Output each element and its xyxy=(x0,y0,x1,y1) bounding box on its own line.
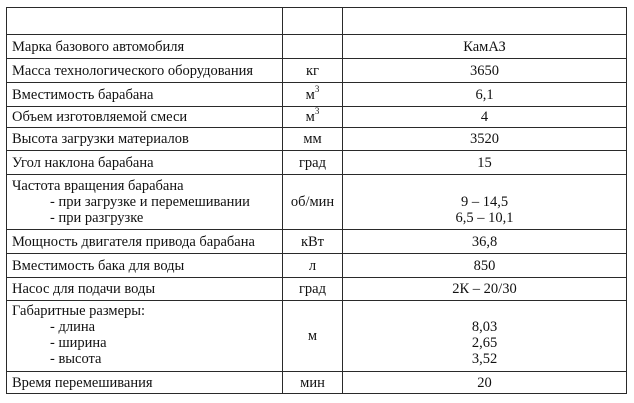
param-unit: мм xyxy=(283,128,343,151)
param-sub-value: 3,52 xyxy=(471,351,498,367)
param-value: 36,8 xyxy=(343,230,627,254)
param-value: 850 xyxy=(343,254,627,278)
param-sub-value: 2,65 xyxy=(471,335,498,351)
param-name: Угол наклона барабана xyxy=(7,151,283,175)
table-row xyxy=(7,35,627,59)
header-cell-unit xyxy=(283,8,343,35)
param-sub-item: - при разгрузке xyxy=(50,210,144,226)
table-row-header xyxy=(7,8,627,35)
param-unit xyxy=(283,107,343,128)
header-cell-value xyxy=(343,8,627,35)
param-value: 6,1 xyxy=(343,83,627,107)
param-unit xyxy=(283,35,343,59)
param-value: 2К – 20/30 xyxy=(343,278,627,301)
param-unit: мин xyxy=(283,372,343,394)
param-value: 15 xyxy=(343,151,627,175)
param-name: Время перемешивания xyxy=(7,372,283,394)
unit-text: м xyxy=(305,109,315,125)
param-name-main: Частота вращения барабана xyxy=(12,178,184,194)
param-sub-value: 6,5 – 10,1 xyxy=(455,210,514,226)
table-row xyxy=(7,128,627,151)
table-row xyxy=(7,83,627,107)
param-name xyxy=(7,301,283,372)
param-value: 4 xyxy=(343,107,627,128)
param-sub-value: 8,03 xyxy=(471,319,498,335)
table-row xyxy=(7,59,627,83)
param-value: 20 xyxy=(343,372,627,394)
table-row xyxy=(7,151,627,175)
table-row xyxy=(7,278,627,301)
param-unit: град xyxy=(283,278,343,301)
param-sub-item: - при загрузке и перемешивании xyxy=(50,194,250,210)
table-row xyxy=(7,254,627,278)
table-row xyxy=(7,230,627,254)
param-name: Масса технологического оборудования xyxy=(7,59,283,83)
param-sub-item: - ширина xyxy=(50,335,107,351)
param-unit: кВт xyxy=(283,230,343,254)
param-unit: об/мин xyxy=(283,175,343,230)
param-name: Вместимость барабана xyxy=(7,83,283,107)
unit-text: м xyxy=(305,86,315,103)
param-unit: град xyxy=(283,151,343,175)
param-value: 3520 xyxy=(343,128,627,151)
table-row xyxy=(7,107,627,128)
param-sub-item: - длина xyxy=(50,319,96,335)
table-row xyxy=(7,372,627,394)
param-unit: кг xyxy=(283,59,343,83)
table-row-multiline xyxy=(7,175,627,230)
param-value: 3650 xyxy=(343,59,627,83)
param-value xyxy=(343,175,627,230)
param-sub-value: 9 – 14,5 xyxy=(460,194,509,210)
param-unit xyxy=(283,83,343,107)
param-unit: л xyxy=(283,254,343,278)
spec-table xyxy=(6,7,627,394)
header-cell-name xyxy=(7,8,283,35)
param-value: КамАЗ xyxy=(343,35,627,59)
param-name: Мощность двигателя привода барабана xyxy=(7,230,283,254)
param-name: Объем изготовляемой смеси xyxy=(7,107,283,128)
param-unit: м xyxy=(283,301,343,372)
param-value xyxy=(343,301,627,372)
param-name xyxy=(7,175,283,230)
unit-superscript: 3 xyxy=(314,106,320,117)
table-row-multiline xyxy=(7,301,627,372)
param-name: Вместимость бака для воды xyxy=(7,254,283,278)
param-name-main: Габаритные размеры: xyxy=(12,303,146,319)
param-name: Насос для подачи воды xyxy=(7,278,283,301)
param-sub-item: - высота xyxy=(50,351,102,367)
unit-superscript: 3 xyxy=(314,83,320,94)
param-name: Марка базового автомобиля xyxy=(7,35,283,59)
param-name: Высота загрузки материалов xyxy=(7,128,283,151)
